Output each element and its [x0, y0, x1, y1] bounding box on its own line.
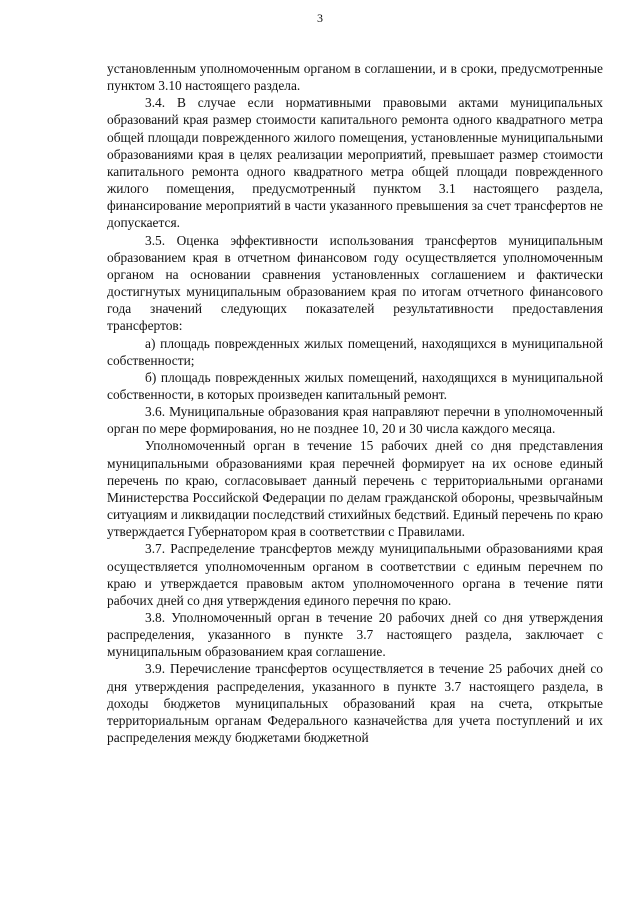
document-body: [107, 60, 603, 746]
paragraph-p-3-8: 3.8. Уполномоченный орган в течение 20 рабочих дней со дня утверждения распределения, указанного в пункте 3.7 настоящего раздела, заключает с муниципальным образованием края соглашение.: [107, 610, 603, 660]
paragraph-p-3-5-b: б) площадь поврежденных жилых помещений, находящихся в муниципальной собственности, в которых произведен капитальный ремонт.: [107, 369, 603, 402]
paragraph-p-3-6-b: Уполномоченный орган в течение 15 рабочих дней со дня представления муниципальными образованиями края перечней формирует на их основе единый перечень по краю, согласовывает данный перечень с территориальными органами Министерства Российской Федерации по делам гражданской обороны, чрезвычайным ситуациям и ликвидации последствий стихийных бедствий. Единый перечень по краю утверждается Губернатором края в соответствии с Правилами.: [107, 438, 603, 540]
page-number: 3: [317, 11, 323, 25]
paragraph-p-3-5-a: а) площадь поврежденных жилых помещений, находящихся в муниципальной собственности;: [107, 335, 603, 368]
paragraph-p-continued: установленным уполномоченным органом в соглашении, и в сроки, предусмотренные пунктом 3.10 настоящего раздела.: [107, 61, 603, 94]
paragraph-p-3-6: 3.6. Муниципальные образования края направляют перечни в уполномоченный орган по мере формирования, но не позднее 10, 20 и 30 числа каждого месяца.: [107, 404, 603, 437]
paragraph-p-3-4: 3.4. В случае если нормативными правовыми актами муниципальных образований края размер стоимости капитального ремонта одного квадратного метра общей площади поврежденного жилого помещения, установленные муниципальными образованиями края в целях реализации мероприятий, превышает размер стоимости капитального ремонта одного квадратного метра общей площади поврежденного жилого помещения, предусмотренный пунктом 3.1 настоящего раздела, финансирование мероприятий в части указанного превышения за счет трансфертов не допускается.: [107, 95, 603, 231]
paragraph-p-3-7: 3.7. Распределение трансфертов между муниципальными образованиями края осуществляется уполномоченным органом в соответствии с единым перечнем по краю и утверждается правовым актом уполномоченного органа в течение пяти рабочих дней со дня утверждения единого перечня по краю.: [107, 541, 603, 608]
paragraph-p-3-9: 3.9. Перечисление трансфертов осуществляется в течение 25 рабочих дней со дня утверждения распределения, указанного в пункте 3.7 настоящего раздела, в доходы бюджетов муниципальных образований края на счета, открытые территориальным органам Федерального казначейства для учета поступлений и их распределения между бюджетами бюджетной: [107, 661, 603, 746]
paragraph-p-3-5: 3.5. Оценка эффективности использования трансфертов муниципальным образованием края в отчетном финансовом году осуществляется уполномоченным органом на основании сравнения установленных соглашением и фактически достигнутых муниципальным образованием края по итогам отчетного финансового года значений следующих показателей результативности предоставления трансфертов:: [107, 232, 603, 334]
